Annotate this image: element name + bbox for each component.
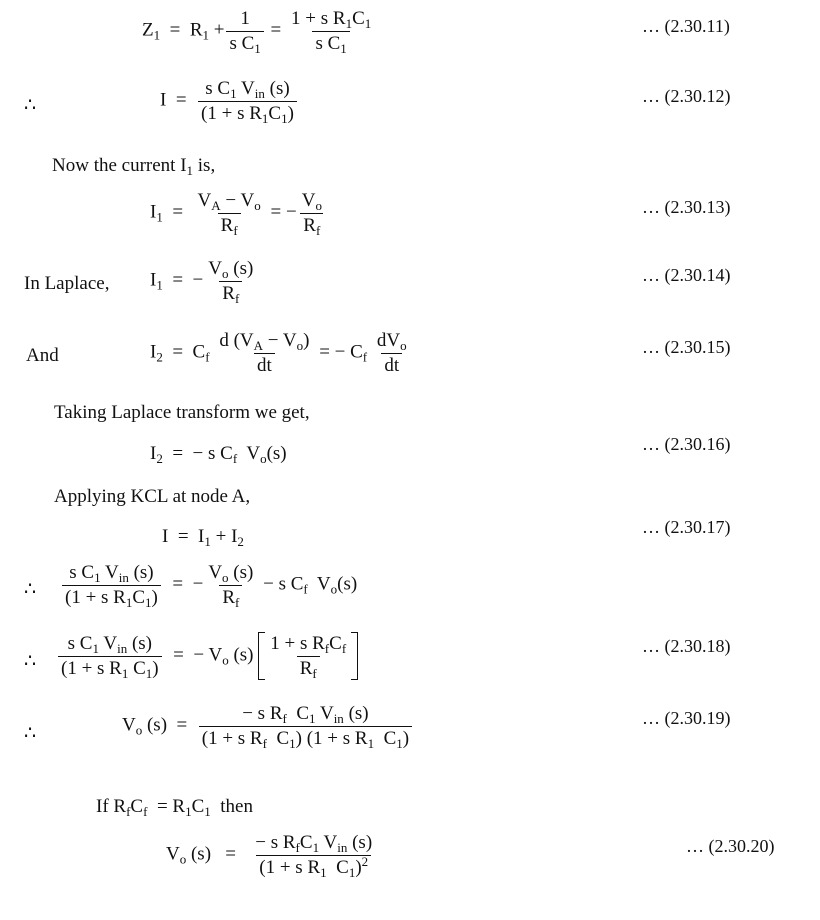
equation-number: … (2.30.12) (642, 86, 731, 106)
equation-2-30-18: $\frac{s C_1 V_{in} (s)}{(1 + s R_1 C_1)}$ = − $V_o$ (s) $\frac{1 + s R_fC_f}{R_f}$ (56, 632, 358, 680)
text-applying-kcl: Applying KCL at node A, (54, 486, 251, 507)
text-in-laplace: In Laplace, (24, 273, 110, 294)
equation-2-30-12: I = $\frac{s C_1 V_{in} (s)}{(1 + s R_1C_1)}$ (160, 78, 299, 125)
equation-2-30-15: $I_2 = C_f$ $\frac{d (V_A - V_o)}{dt}$ = − $C_f$ $\frac{dV_o}{dt}$ (150, 330, 407, 376)
equation-number: … (2.30.11) (642, 16, 730, 36)
equation-2-30-13: $I_1$ = $\frac{V_A - V_o}{R_f}$ = − $\frac{V_o}{R_f}$ (150, 190, 322, 238)
text-taking-laplace: Taking Laplace transform we get, (54, 402, 310, 423)
equation-2-30-14: $I_1$ = − $\frac{V_o (s)}{R_f}$ (150, 258, 254, 306)
text-and: And (26, 345, 59, 366)
therefore-symbol: ∴ (24, 651, 37, 672)
equation-2-30-20: $V_o$ (s) = $\frac{- s R_fC_1 V_{in} (s)}{(1 + s R_1 C_1)^2}$ (166, 832, 373, 880)
therefore-symbol: ∴ (24, 95, 37, 116)
equation-number: … (2.30.15) (642, 337, 731, 357)
equation-kcl-expanded: $\frac{s C_1 V_{in} (s)}{(1 + s R_1C_1)}$ = − $\frac{V_o (s)}{R_f}$ − s $C_f$ $V_o(s)$ (60, 562, 357, 609)
equation-2-30-17: $I = I_1 + I_2$ (162, 526, 244, 549)
equation-2-30-11: $Z_1 = R_1$ + $\frac{1}{s C_1}$ = $\frac{1 + s R_1C_1}{s C_1}$ (142, 8, 372, 56)
equation-number: … (2.30.19) (642, 708, 731, 728)
therefore-symbol: ∴ (24, 723, 37, 744)
text-if-then: If $R_fC_f = R_1C_1$ then (96, 796, 253, 819)
equation-number: … (2.30.17) (642, 517, 731, 537)
text-now-current: Now the current $I_1$ is, (52, 155, 216, 178)
equation-number: … (2.30.20) (686, 836, 775, 856)
equation-2-30-19: $V_o$ (s) = $\frac{- s R_f C_1 V_{in} (s)}{(1 + s R_f C_1) (1 + s R_1 C_1)}$ (122, 703, 414, 750)
equation-number: … (2.30.16) (642, 434, 731, 454)
equation-number: … (2.30.18) (642, 636, 731, 656)
therefore-symbol: ∴ (24, 579, 37, 600)
equation-2-30-16: $I_2$ = − s $C_f$ $V_o(s)$ (150, 443, 287, 466)
equation-number: … (2.30.14) (642, 265, 731, 285)
equation-number: … (2.30.13) (642, 197, 731, 217)
